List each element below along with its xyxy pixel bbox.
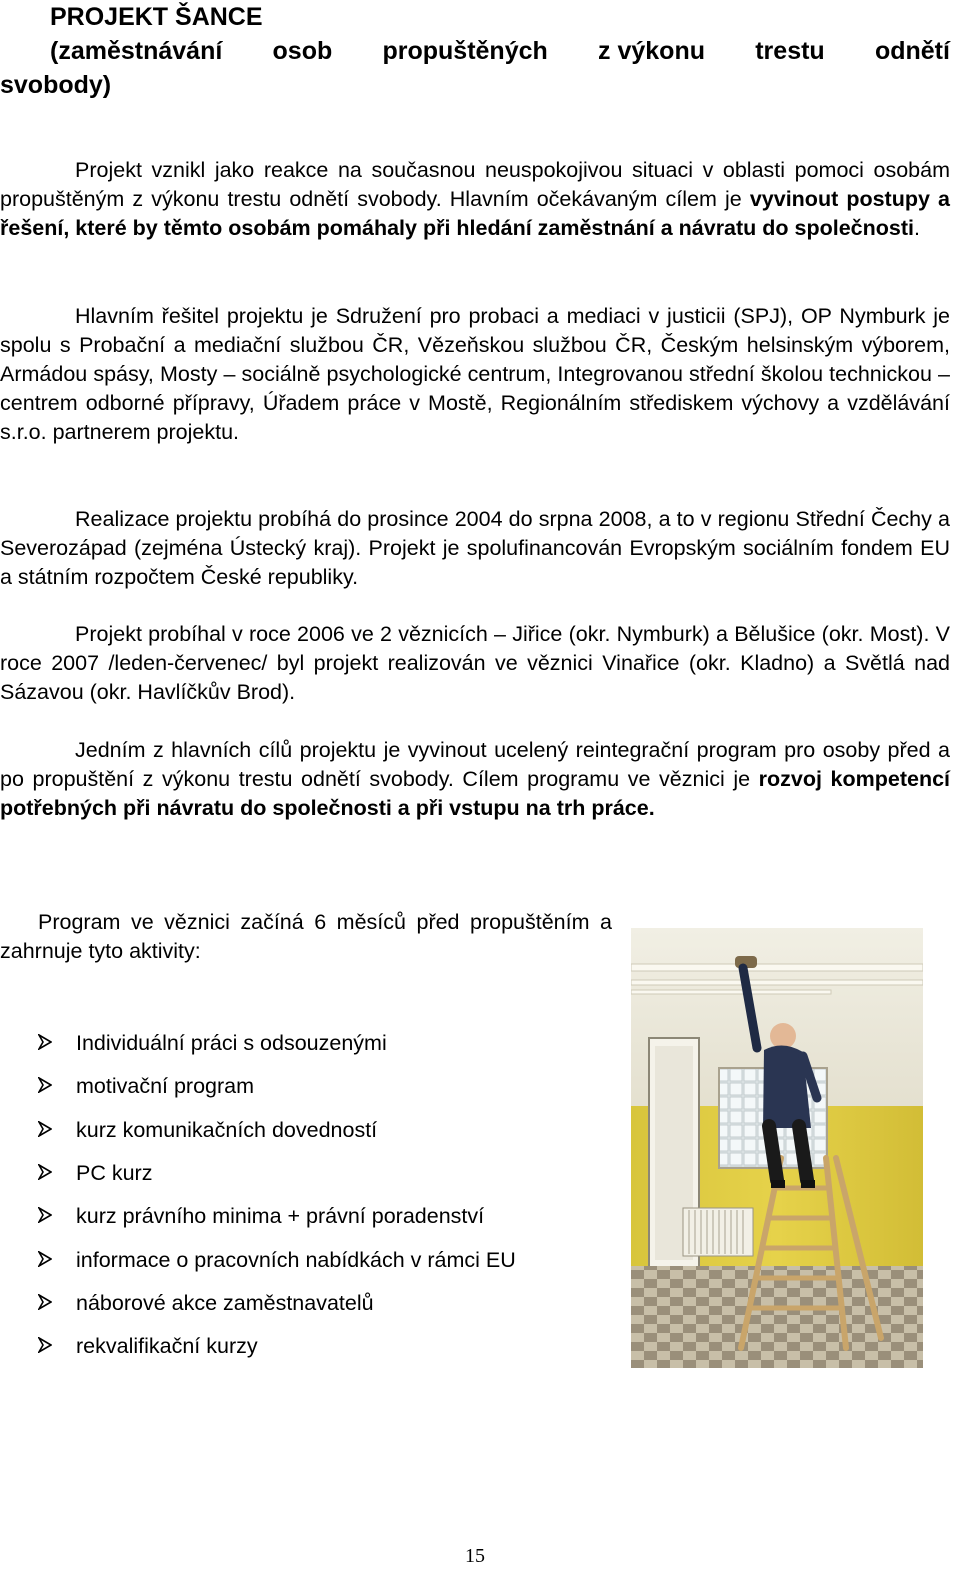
title-word: (zaměstnávání <box>50 37 223 65</box>
paragraph-text: Jedním z hlavních cílů projektu je vyvinout ucelený reintegrační program pro osoby před a po propuštění z výkonu trestu odnětí svobody. Cílem programu ve věznici je <box>0 738 950 791</box>
activity-label: informace o pracovních nabídkách v rámci EU <box>76 1247 516 1272</box>
man-on-ladder-photo <box>631 928 923 1368</box>
paragraph-bold-text: vyvinout postupy a řešení, které by těmto osobám pomáhaly při hledání zaměstnání a návratu do společnosti <box>0 187 950 240</box>
list-item <box>38 1195 516 1238</box>
list-item <box>38 1022 516 1065</box>
arrowhead-bullet-icon <box>38 1334 76 1359</box>
activity-label: PC kurz <box>76 1161 153 1186</box>
paragraph-text: Projekt probíhal v roce 2006 ve 2 věznicích – Jiřice (okr. Nymburk) a Bělušice (okr. Most). V roce 2007 /leden-červenec/ byl projekt realizován ve věznici Vinařice (okr. Kladno) a Světlá nad Sázavou (okr. Havlíčkův Brod). <box>0 622 950 704</box>
activity-label: kurz komunikačních dovedností <box>76 1117 378 1142</box>
title-line-1: PROJEKT ŠANCE <box>50 3 263 31</box>
activity-label: kurz právního minima + právní poradenství <box>76 1204 485 1229</box>
list-item <box>38 1065 516 1108</box>
paragraph-prisons <box>0 620 950 707</box>
activity-label: motivační program <box>76 1074 255 1099</box>
arrowhead-bullet-icon <box>38 1204 76 1229</box>
paragraph-program-intro <box>0 908 612 966</box>
document-title <box>0 0 950 102</box>
title-word: odnětí <box>874 37 950 65</box>
list-item <box>38 1109 516 1152</box>
paragraph-text: Realizace projektu probíhá do prosince 2004 do srpna 2008, a to v regionu Střední Čechy a Severozápad (zejména Ústecký kraj). Projekt je spolufinancován Evropským sociálním fondem EU a státním rozpočtem České republiky. <box>0 507 950 589</box>
paragraph-goals <box>0 736 950 823</box>
title-word: trestu <box>755 37 825 65</box>
title-word: z výkonu <box>598 37 705 65</box>
arrowhead-bullet-icon <box>38 1031 76 1056</box>
paragraph-project-origin <box>0 156 950 243</box>
arrowhead-bullet-icon <box>38 1118 76 1143</box>
title-line-2 <box>0 34 950 68</box>
list-item <box>38 1325 516 1368</box>
arrowhead-bullet-icon <box>38 1161 76 1186</box>
title-word: propuštěných <box>382 37 548 65</box>
paragraph-partners <box>0 302 950 447</box>
title-word: osob <box>272 37 333 65</box>
paragraph-realization <box>0 505 950 592</box>
list-item <box>38 1282 516 1325</box>
page-number: 15 <box>465 1545 485 1567</box>
activity-label: náborové akce zaměstnavatelů <box>76 1290 374 1315</box>
paragraph-text: Projekt vznikl jako reakce na současnou neuspokojivou situaci v oblasti pomoci osobám propuštěným z výkonu trestu odnětí svobody. Hlavním očekávaným cílem je <box>0 158 950 211</box>
arrowhead-bullet-icon <box>38 1248 76 1273</box>
arrowhead-bullet-icon <box>38 1291 76 1316</box>
paragraph-text: . <box>914 216 920 240</box>
activity-label: Individuální práci s odsouzenými <box>76 1031 387 1056</box>
title-line-3: svobody) <box>0 71 112 99</box>
arrowhead-bullet-icon <box>38 1074 76 1099</box>
paragraph-text: Hlavním řešitel projektu je Sdružení pro probaci a mediaci v justicii (SPJ), OP Nymburk je spolu s Probační a mediační službou ČR, Vězeňskou službou ČR, Českým helsinským výborem, Armádou spásy, Mosty – sociálně psychologické centrum, Integrovanou střední školou technickou – centrem odborné přípravy, Úřadem práce v Mostě, Regionálním střediskem výchovy a vzdělávání s.r.o. partnerem projektu. <box>0 304 950 444</box>
list-item <box>38 1152 516 1195</box>
activities-list <box>38 1022 516 1368</box>
list-item <box>38 1238 516 1281</box>
activity-label: rekvalifikační kurzy <box>76 1334 258 1359</box>
paragraph-text: Program ve věznici začíná 6 měsíců před propuštěním a zahrnuje tyto aktivity: <box>0 910 612 963</box>
paragraph-bold-text: rozvoj kompetencí potřebných při návratu do společnosti a při vstupu na trh práce. <box>0 767 951 820</box>
